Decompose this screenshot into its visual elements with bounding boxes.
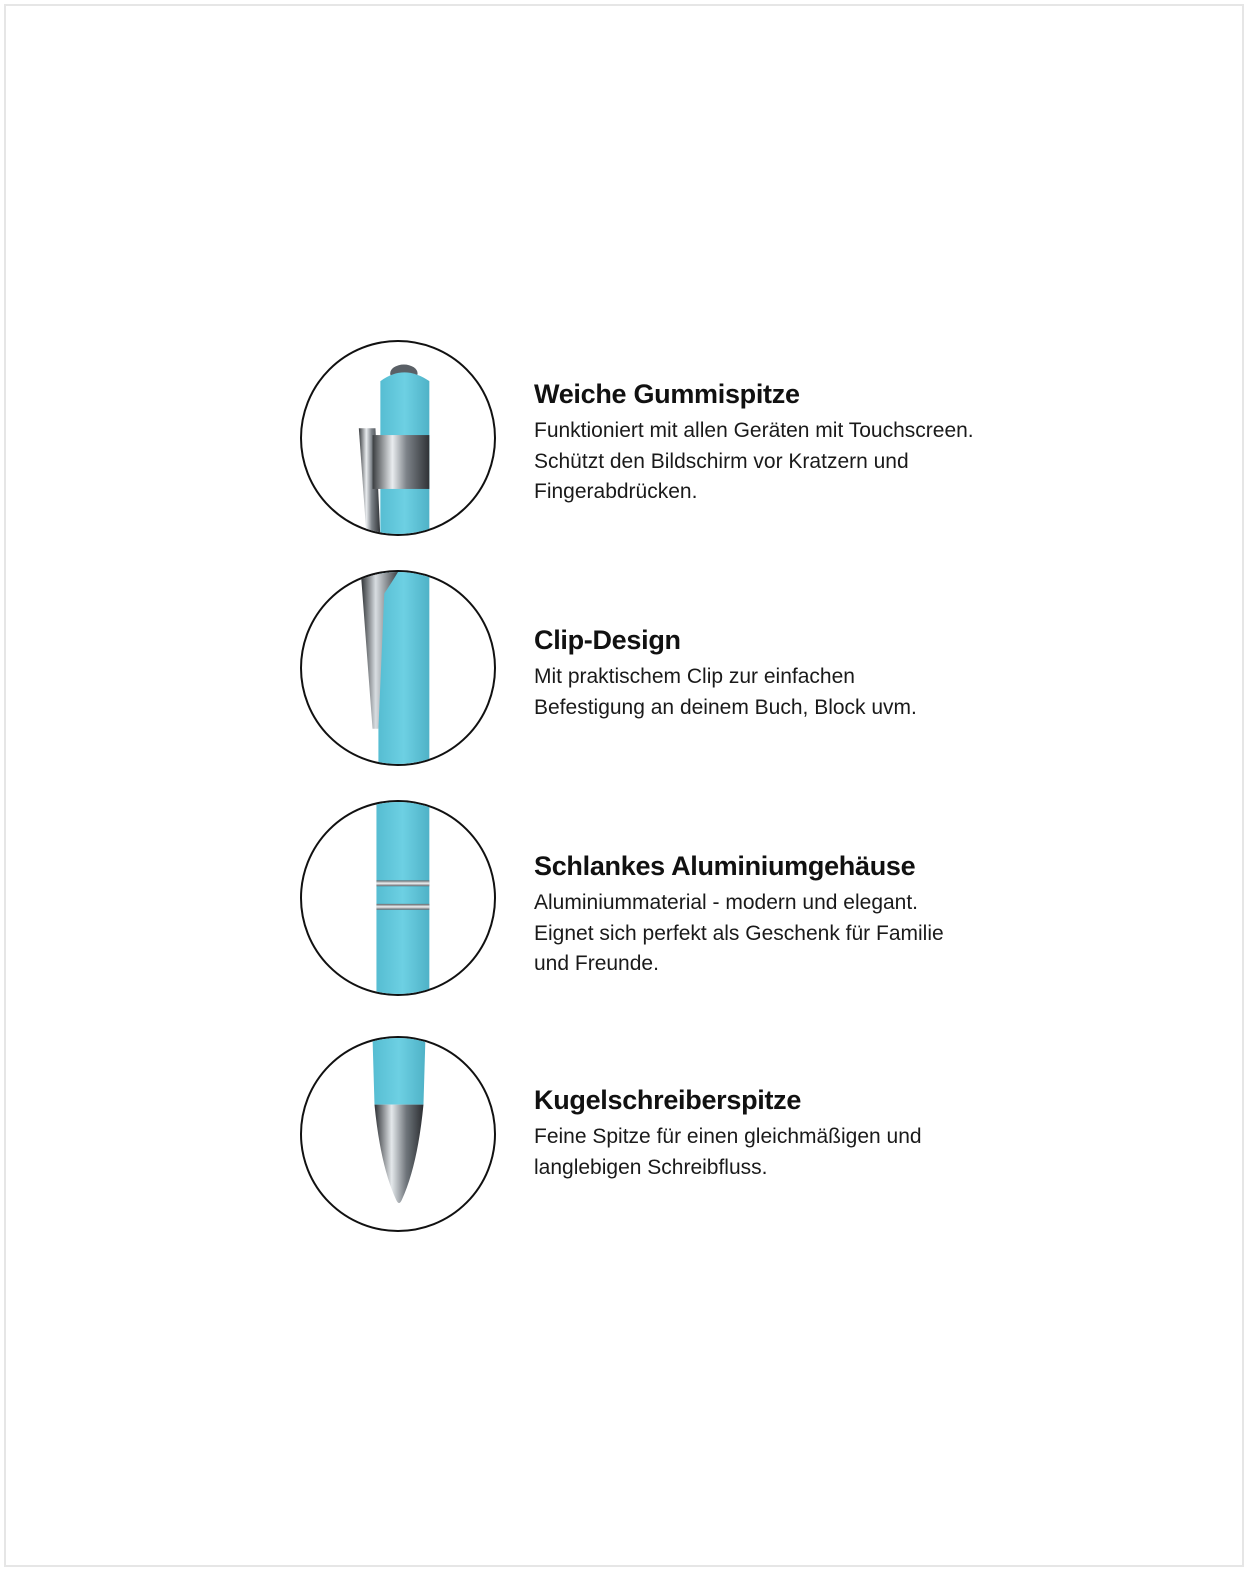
clip-icon <box>300 570 496 766</box>
rubber-tip-icon <box>300 340 496 536</box>
feature-description: Funktioniert mit allen Geräten mit Touchscreen. Schützt den Bildschirm vor Kratzern und Fingerabdrücken. <box>534 419 974 503</box>
feature-title: Kugelschreiberspitze <box>534 1085 802 1115</box>
page-frame <box>4 4 1244 1567</box>
feature-description: Aluminiummaterial - modern und elegant. Eignet sich perfekt als Geschenk für Familie und Freunde. <box>534 891 944 975</box>
feature-description: Mit praktischem Clip zur einfachen Befestigung an deinem Buch, Block uvm. <box>534 665 917 719</box>
feature-description: Feine Spitze für einen gleichmäßigen und langlebigen Schreibfluss. <box>534 1125 922 1179</box>
feature-ballpoint-tip <box>300 1036 1000 1236</box>
feature-rubber-tip <box>300 340 1000 540</box>
feature-title: Clip-Design <box>534 625 681 655</box>
feature-clip <box>300 570 1000 770</box>
feature-title: Schlankes Aluminiumgehäuse <box>534 851 916 881</box>
ballpoint-tip-icon <box>300 1036 496 1232</box>
aluminium-body-icon <box>300 800 496 996</box>
feature-title: Weiche Gummispitze <box>534 379 800 409</box>
feature-aluminium-body <box>300 800 1000 1000</box>
